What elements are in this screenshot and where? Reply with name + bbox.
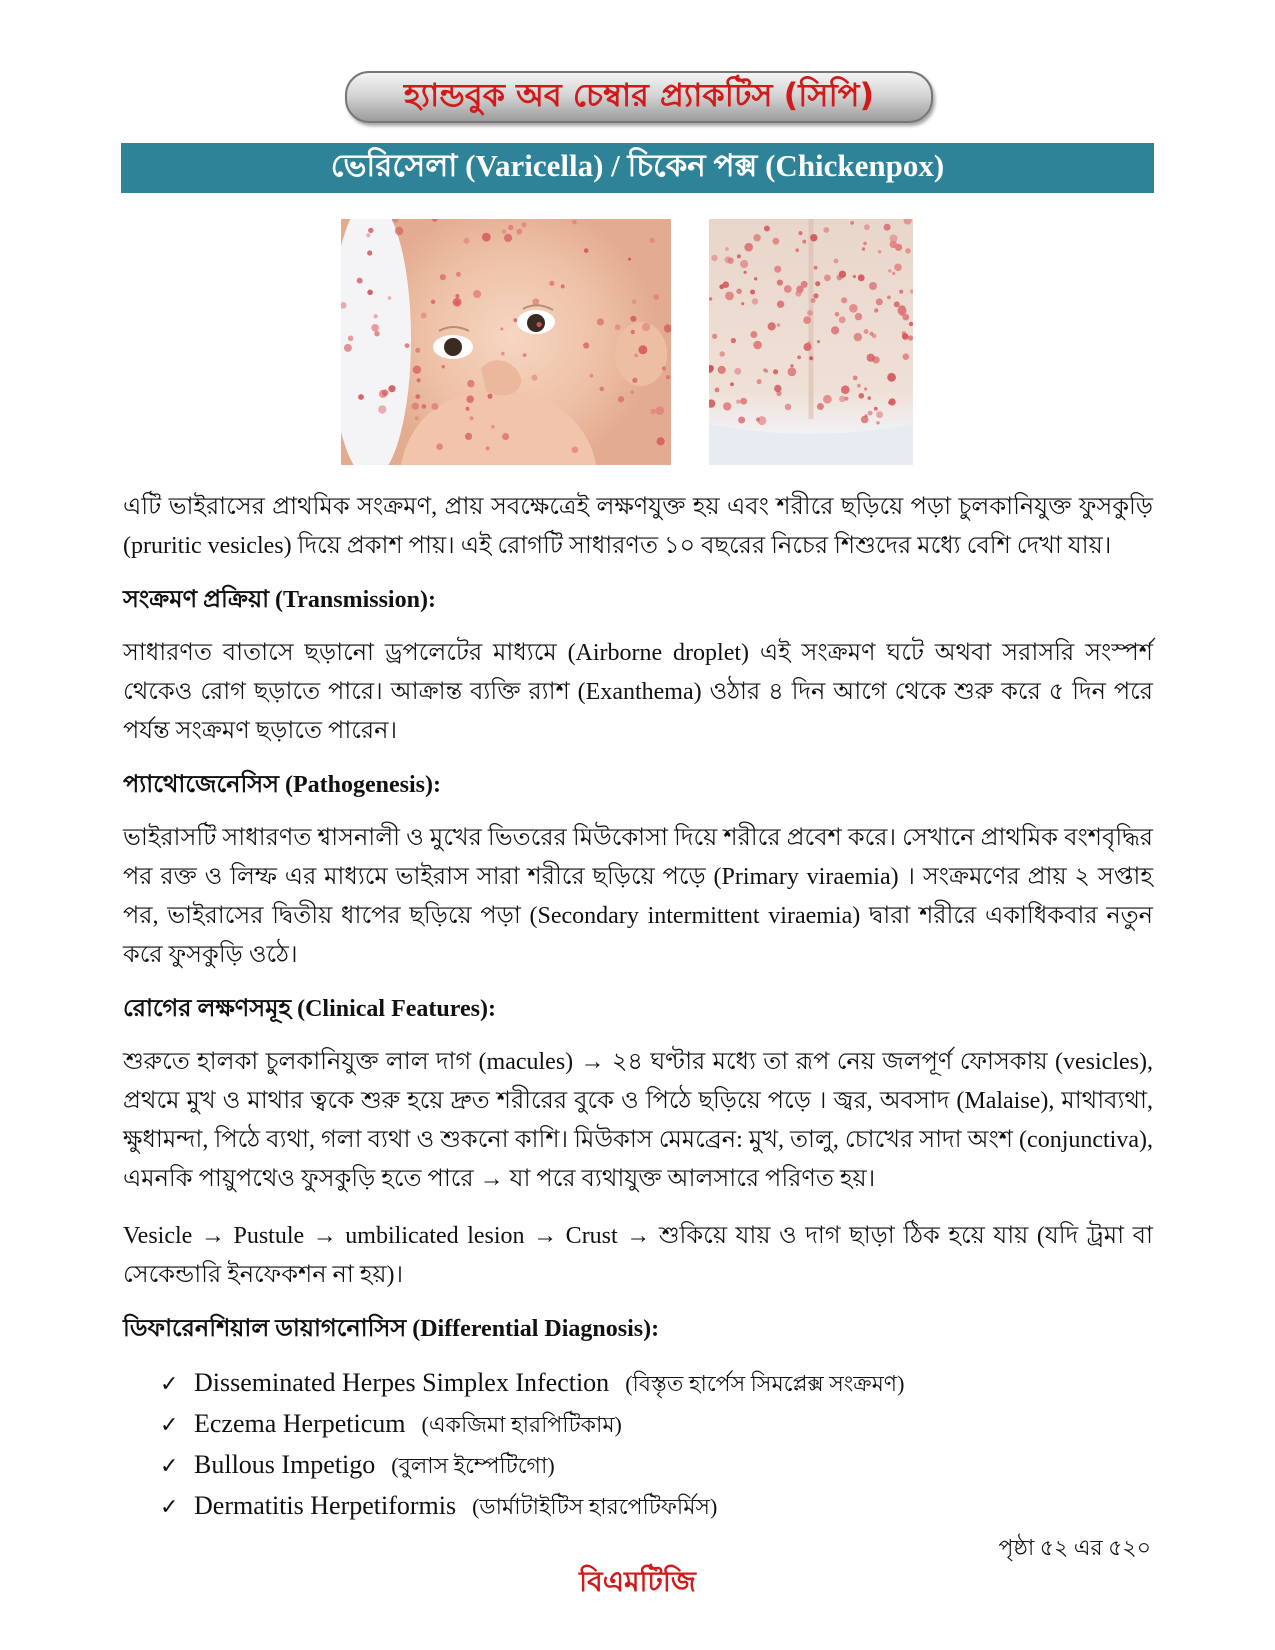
rash-spot (888, 269, 891, 272)
rash-spot (488, 394, 493, 399)
book-title: হ্যান্ডবুক অব চেম্বার প্র্যাকটিস (সিপি) (403, 76, 875, 114)
rash-spot (523, 353, 527, 357)
rash-spot (734, 368, 741, 375)
rash-spot (502, 433, 509, 440)
book-title-banner (345, 71, 933, 123)
checkmark-icon: ✓ (160, 1413, 179, 1438)
rash-spot (744, 243, 753, 252)
rash-spot (887, 373, 896, 382)
rash-spot (741, 302, 744, 305)
rash-spot (422, 404, 427, 409)
rash-spot (730, 382, 734, 386)
rash-spot (666, 375, 670, 379)
rash-spot (455, 294, 459, 298)
rash-spot (817, 403, 824, 410)
rash-spot (584, 248, 589, 253)
rash-spot (367, 250, 372, 255)
rash-spot (453, 298, 462, 307)
lesion-progression-paragraph: Vesicle → Pustule → umbilicated lesion → Crust → শুকিয়ে যায় ও দাগ ছাড়া ঠিক হয়ে যায় (যদি ট্রমা বা সেকেন্ডারি ইনফেকশন না হয়)। (123, 1223, 1153, 1288)
rash-spot (855, 313, 862, 320)
rash-spot (773, 238, 780, 245)
rash-spot (466, 407, 470, 411)
rash-spot (572, 447, 579, 454)
rash-spot (853, 376, 858, 381)
rash-spot (823, 227, 829, 233)
rash-spot (736, 400, 740, 404)
rash-spot (597, 318, 604, 325)
rash-spot (374, 331, 379, 336)
clinical-features-paragraph: শুরুতে হালকা চুলকানিযুক্ত লাল দাগ (macules) → ২৪ ঘণ্টার মধ্যে তা রূপ নেয় জলপূর্ণ ফোসকায় (vesicles), প্রথমে মুখ ও মাথার ত্বকে শুরু হয়ে দ্রুত শরীরের বুকে ও পিঠে ছড়িয়ে পড়ে । জ্বর, অবসাদ (Malaise), মাথাব্যথা, ক্ষুধামন্দা, পিঠে ব্যথা, গলা ব্যথা ও শুকনো কাশি। মিউকাস মেমব্রেন: মুখ, তালু, চোখের সাদা অংশ (conjunctiva), এমনকি পায়ুপথেও ফুসকুড়ি হতে পারে → যা পরে ব্যথাযুক্ত আলসারে পরিণত হয়। (123, 1049, 1153, 1192)
rash-spot (709, 297, 712, 301)
rash-spot (522, 222, 527, 227)
checkmark-icon: ✓ (160, 1372, 179, 1397)
rash-spot (753, 234, 760, 241)
diagnosis-name: Eczema Herpeticum (194, 1409, 406, 1438)
rash-spot (876, 298, 883, 305)
pathogenesis-paragraph: ভাইরাসটি সাধারণত শ্বাসনালী ও মুখের ভিতরের মিউকোসা দিয়ে শরীরে প্রবেশ করে। সেখানে প্রাথমিক বংশবৃদ্ধির পর রক্ত ও লিম্ফ এর মাধ্যমে ভাইরাস সারা শরীরে ছড়িয়ে পড়ে (Primary viraemia) । সংক্রমণের প্রায় ২ সপ্তাহ পর, ভাইরাসের দ্বিতীয় ধাপের ছড়িয়ে পড়া (Secondary intermittent viraemia) দ্বারা শরীরে একাধিকবার নতুন করে ফুসকুড়ি ওঠে। (123, 825, 1153, 968)
footer-brand: বিএমটিজি (579, 1565, 696, 1598)
rash-spot (908, 335, 913, 340)
pathogenesis-heading: প্যাথোজেনেসিস (Pathogenesis): (123, 772, 441, 798)
intro-paragraph: এটি ভাইরাসের প্রাথমিক সংক্রমণ, প্রায় সবক্ষেত্রেই লক্ষণযুক্ত হয় এবং শরীরে ছড়িয়ে পড়া চুলকানিযুক্ত ফুসকুড়ি (pruritic vesicles) দিয়ে প্রকাশ পায়। এই রোগটি সাধারণত ১০ বছরের নিচের শিশুদের মধ্যে বেশি দেখা যায়। (123, 494, 1153, 559)
rash-spot (501, 352, 505, 356)
rash-spot (413, 366, 421, 374)
rash-spot (516, 229, 522, 235)
rash-spot (823, 395, 832, 404)
rash-spot (442, 365, 445, 368)
diagnosis-bangla: (একজিমা হারপিটিকাম) (421, 1412, 622, 1437)
rash-spot (373, 314, 377, 318)
rash-spot (482, 233, 491, 242)
rash-spot (839, 316, 846, 323)
rash-spot (657, 437, 665, 445)
rash-spot (798, 231, 802, 235)
rash-spot (467, 380, 474, 387)
rash-spot (431, 403, 438, 410)
rash-spot (909, 322, 913, 326)
rash-spot (725, 256, 732, 263)
rash-spot (415, 416, 419, 420)
rash-spot (348, 336, 354, 342)
rash-spot (631, 330, 635, 334)
rash-spot (894, 264, 902, 272)
rash-spot (368, 228, 373, 233)
rash-spot (903, 353, 910, 360)
rash-spot (736, 289, 742, 295)
rash-spot (740, 260, 748, 268)
rash-spot (357, 278, 363, 284)
rash-spot (561, 284, 565, 288)
list-item (160, 1445, 1153, 1486)
rash-spot (813, 293, 818, 298)
diagnosis-bangla: (বিস্তৃত হার্পেস সিমপ্লেক্স সংক্রমণ) (625, 1371, 905, 1396)
rash-spot (864, 224, 870, 230)
rash-spot (432, 219, 438, 222)
rash-spot (905, 248, 910, 253)
diagnosis-name: Disseminated Herpes Simplex Infection (194, 1368, 610, 1397)
rash-spot (809, 356, 813, 360)
rash-spot (768, 322, 776, 330)
rash-spot (795, 248, 799, 252)
rash-spot (752, 298, 758, 304)
rash-spot (839, 271, 846, 278)
rash-spot (405, 343, 410, 348)
rash-spot (756, 418, 760, 422)
rash-spot (777, 280, 783, 286)
checkmark-icon: ✓ (160, 1495, 179, 1520)
rash-spot (715, 388, 720, 393)
baby-chickenpox-photo (341, 219, 671, 465)
rash-spot (849, 304, 858, 313)
rash-spot (653, 294, 659, 300)
rash-spot (874, 407, 878, 411)
rash-spot (470, 416, 474, 420)
rash-spot (456, 272, 461, 277)
list-item (160, 1363, 1153, 1404)
rash-spot (868, 411, 873, 416)
differential-diagnosis-list (123, 1363, 1153, 1527)
rash-spot (740, 398, 747, 405)
rash-spot (631, 391, 634, 394)
rash-spot (738, 417, 745, 424)
rash-spot (858, 274, 865, 281)
rash-spot (777, 323, 780, 326)
rash-spot (874, 308, 878, 312)
rash-spot (804, 343, 812, 351)
rash-spot (899, 311, 904, 316)
rash-spot (367, 290, 373, 296)
list-item (160, 1486, 1153, 1527)
rash-spot (486, 446, 490, 450)
rash-spot (790, 364, 793, 367)
rash-spot (723, 402, 731, 410)
rash-spot (718, 366, 726, 374)
rash-spot (650, 238, 655, 243)
rash-spot (773, 369, 778, 374)
rash-spot (662, 366, 666, 370)
rash-spot (473, 290, 481, 298)
rash-spot (839, 396, 846, 403)
rash-spot (902, 333, 909, 340)
rash-spot (656, 406, 665, 415)
rash-spot (750, 290, 755, 295)
rash-spot (864, 329, 869, 334)
rash-spot (709, 399, 715, 407)
page-number: পৃষ্ঠা ৫২ এর ৫২০ (998, 1535, 1151, 1560)
rash-spot (869, 282, 877, 290)
clinical-features-heading: রোগের লক্ষণসমূহ (Clinical Features): (123, 996, 496, 1022)
rash-spot (867, 354, 875, 362)
rash-spot (549, 281, 554, 286)
rash-spot (910, 289, 913, 293)
rash-spot (463, 238, 469, 244)
rash-spot (750, 331, 757, 338)
rash-spot (753, 341, 762, 350)
back-rash-photo (709, 219, 913, 465)
rash-spot (876, 421, 879, 424)
rash-spot (764, 226, 770, 232)
rash-spot (388, 385, 395, 392)
rash-spot (853, 275, 856, 278)
rash-spot (651, 409, 656, 414)
diagnosis-bangla: (বুলাস ইম্পেটিগো) (391, 1453, 555, 1478)
back-rash-illustration (709, 219, 913, 465)
rash-spot (807, 310, 813, 316)
rash-spot (744, 271, 747, 274)
rash-spot (796, 286, 803, 293)
rash-spot (344, 344, 352, 352)
rash-spot (532, 298, 539, 305)
rash-spot (785, 404, 792, 411)
rash-spot (841, 385, 850, 394)
rash-spot (532, 375, 538, 381)
rash-spot (632, 378, 637, 383)
rash-spot (508, 225, 513, 230)
rash-spot (417, 378, 421, 382)
rash-spot (788, 368, 797, 377)
rash-spot (850, 221, 854, 225)
rash-spot (731, 338, 736, 343)
rash-spot (878, 250, 881, 253)
rash-spot (824, 275, 831, 282)
rash-spot (590, 374, 594, 378)
rash-spot (774, 266, 781, 273)
topic-title-bar (121, 143, 1154, 193)
rash-spot (572, 220, 576, 224)
rash-spot (802, 240, 806, 244)
diagnosis-bangla: (ডার্মাটাইটিস হারপেটিফর্মিস) (472, 1494, 718, 1519)
rash-spot (899, 290, 903, 294)
rash-spot (491, 425, 495, 429)
baby-face-illustration (341, 219, 671, 465)
rash-spot (412, 403, 419, 410)
rash-spot (466, 395, 474, 403)
rash-spot (712, 334, 717, 339)
rash-spot (642, 323, 650, 331)
rash-spot (870, 332, 874, 336)
rash-spot (754, 277, 757, 280)
rash-spot (810, 234, 817, 241)
rash-spot (415, 348, 420, 353)
diagnosis-name: Dermatitis Herpetiformis (194, 1491, 457, 1520)
rash-spot (857, 384, 861, 388)
rash-spot (421, 313, 427, 319)
rash-spot (723, 281, 730, 288)
rash-spot (725, 292, 734, 301)
rash-spot (835, 312, 840, 317)
rash-spot (894, 301, 900, 307)
rash-spot (884, 224, 891, 231)
rash-spot (618, 396, 624, 402)
article-body (123, 488, 1153, 1527)
transmission-heading: সংক্রমণ প্রক্রিয়া (Transmission): (123, 587, 436, 613)
rash-spot (764, 369, 768, 373)
rash-spot (632, 300, 636, 304)
rash-spot (841, 297, 847, 303)
rash-spot (513, 318, 517, 322)
rash-spot (774, 385, 781, 392)
rash-spot (862, 247, 865, 250)
rash-spot (600, 387, 605, 392)
rash-spot (797, 355, 801, 359)
rash-spot (864, 414, 867, 417)
rash-spot (904, 219, 912, 225)
rash-spot (863, 242, 867, 246)
rash-spot (628, 258, 631, 261)
rash-spot (366, 233, 370, 237)
rash-spot (371, 324, 379, 332)
rash-spot (815, 281, 820, 286)
rash-spot (834, 259, 839, 264)
rash-spot (890, 235, 898, 243)
rash-spot (634, 354, 638, 358)
rash-spot (864, 387, 867, 390)
rash-spot (757, 379, 762, 384)
rash-spot (725, 247, 729, 251)
differential-diagnosis-heading: ডিফারেনশিয়াল ডায়াগনোসিস (Differential Diagnosis): (123, 1316, 660, 1342)
rash-spot (868, 396, 872, 400)
transmission-paragraph: সাধারণত বাতাসে ছড়ানো ড্রপলেটের মাধ্যমে (Airborne droplet) এই সংক্রমণ ঘটে অথবা সরাসরি সংস্পর্শ থেকেও রোগ ছড়াতে পারে। আক্রান্ত ব্যক্তি র‍্যাশ (Exanthema) ওঠার ৪ দিন আগে থেকে শুরু করে ৫ দিন পরে পর্যন্ত সংক্রমণ ছড়াতে পারেন। (123, 640, 1153, 744)
checkmark-icon: ✓ (160, 1454, 179, 1479)
topic-title: ভেরিসেলা (Varicella) / চিকেন পক্স (Chickenpox) (330, 148, 945, 183)
rash-spot (711, 255, 717, 261)
rash-spot (440, 274, 446, 280)
rash-spot (388, 296, 392, 300)
rash-spot (888, 401, 891, 404)
rash-spot (876, 411, 883, 418)
diagnosis-name: Bullous Impetigo (194, 1450, 376, 1479)
rash-spot (415, 394, 420, 399)
rash-spot (630, 316, 636, 322)
rash-spot (887, 296, 891, 300)
rash-spot (358, 394, 364, 400)
rash-spot (737, 254, 741, 258)
rash-spot (395, 227, 404, 236)
rash-spot (811, 298, 816, 303)
rash-spot (436, 443, 443, 450)
rash-spot (378, 405, 386, 413)
rash-spot (817, 340, 820, 343)
rash-spot (638, 345, 647, 354)
list-item (160, 1404, 1153, 1445)
rash-spot (500, 328, 503, 331)
rash-spot (382, 389, 389, 396)
rash-spot (814, 266, 818, 270)
rash-spot (892, 272, 895, 275)
rash-spot (784, 285, 792, 293)
rash-spot (777, 301, 784, 308)
rash-spot (537, 322, 542, 327)
rash-spot (504, 234, 512, 242)
rash-spot (859, 393, 865, 399)
rash-spot (615, 324, 621, 330)
rash-spot (803, 316, 811, 324)
rash-spot (465, 433, 472, 440)
rash-spot (720, 351, 725, 356)
rash-spot (431, 300, 435, 304)
rash-spot (854, 333, 862, 341)
rash-spot (583, 342, 589, 348)
rash-spot (502, 229, 507, 234)
rash-spot (664, 324, 671, 332)
rash-spot (831, 326, 839, 334)
